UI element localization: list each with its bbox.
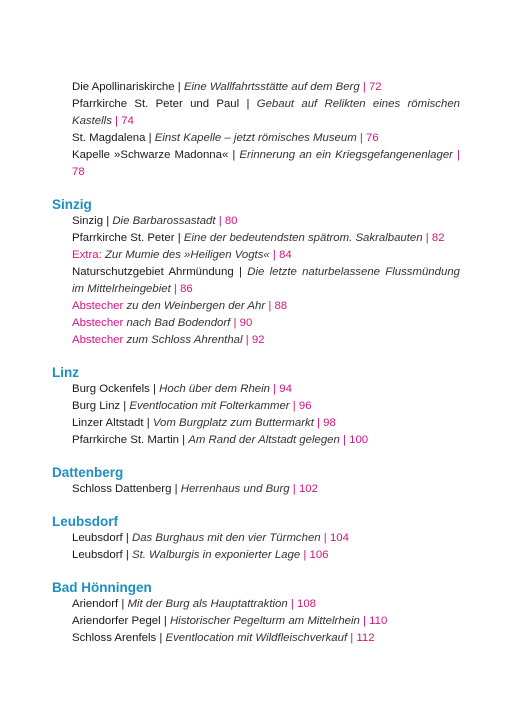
entry-title: Pfarrkirche St. Martin [72,434,179,446]
page-number: 80 [224,215,238,227]
entry-subtitle: Erinnerung an ein Kriegsgefangenenlager [239,149,453,161]
toc-entry[interactable] [52,596,460,613]
separator: | [111,115,122,127]
section-heading: Leubsdorf [52,514,118,529]
entry-title: Burg Ockenfels [72,383,150,395]
entry-subtitle: Am Rand der Altstadt gelegen [188,434,340,446]
entry-subtitle: Die letzte naturbelassene Flussmündung im Mittelrheingebiet [72,266,460,295]
separator: | [339,434,350,446]
separator: | [156,632,166,644]
page-number: 72 [368,81,382,93]
page-number: 106 [309,549,329,561]
page-number: 112 [356,632,375,644]
entry-title: Ariendorfer Pegel [72,615,161,627]
entry-subtitle: St. Walburgis in exponierter Lage [131,549,301,561]
separator: | [178,434,189,446]
page-number: 110 [369,615,388,627]
section-heading: Dattenberg [52,465,124,480]
separator: | [265,300,275,312]
table-of-contents [52,79,460,647]
toc-section [52,196,460,349]
entry-title: Naturschutzgebiet Ahrmündung [72,266,234,278]
toc-entry[interactable] [52,432,460,449]
entry-subtitle: Das Burghaus mit den vier Türmchen [131,532,321,544]
separator: | [171,483,181,495]
separator: | [215,215,225,227]
toc-section [52,579,460,647]
page-number: 88 [274,300,288,312]
toc-entry[interactable] [52,96,460,130]
toc-entry[interactable] [52,264,460,298]
page-number: 104 [329,532,349,544]
page-number: 92 [251,334,265,346]
toc-entry[interactable] [52,332,460,349]
entry-subtitle: Historischer Pegelturm am Mittelrhein [169,615,360,627]
separator: | [122,549,132,561]
separator: | [149,383,160,395]
entry-subtitle: Gebaut auf Relikten eines römischen Kastells [72,98,460,127]
separator: | [230,317,240,329]
separator: | [120,400,130,412]
separator: | [239,98,257,110]
toc-entry[interactable] [52,398,460,415]
page-number: 84 [279,249,292,261]
entry-tag: Abstecher [72,300,124,312]
separator: | [313,417,324,429]
page-number: 76 [366,132,379,144]
separator: | [269,249,280,261]
entry-subtitle: Einst Kapelle – jetzt römisches Museum [154,132,357,144]
toc-entry[interactable] [52,147,460,181]
entry-title: Linzer Altstadt [72,417,144,429]
entry-subtitle: Hoch über dem Rhein [159,383,270,395]
entry-subtitle: Herrenhaus und Burg [180,483,290,495]
page-number: 94 [279,383,292,395]
separator: | [242,334,252,346]
toc-entry[interactable] [52,230,460,247]
entry-title: Leubsdorf [72,549,123,561]
entry-tag: Abstecher [72,334,124,346]
separator: | [289,400,299,412]
separator: | [356,132,367,144]
toc-entry[interactable] [52,79,460,96]
entry-tag: Extra: [72,249,102,261]
separator: | [347,632,357,644]
entry-title: Leubsdorf [72,532,123,544]
entry-title: Schloss Arenfels [72,632,157,644]
toc-entry[interactable] [52,315,460,332]
page-number: 100 [349,434,369,446]
entry-title: St. Magdalena [72,132,146,144]
toc-entry[interactable] [52,130,460,147]
toc-section [52,464,460,498]
separator: | [320,532,330,544]
separator: | [289,483,299,495]
entry-title: Die Apollinariskirche [72,81,175,93]
separator: | [122,532,132,544]
entry-title: Pfarrkirche St. Peter [72,232,175,244]
entry-title: Schloss Dattenberg [72,483,172,495]
separator: | [422,232,432,244]
entry-title: Ariendorf [72,598,119,610]
toc-section [52,364,460,449]
separator: | [269,383,280,395]
separator: | [145,132,155,144]
separator: | [359,81,369,93]
toc-entry[interactable] [52,213,460,230]
entry-subtitle: Mit der Burg als Hauptattraktion [127,598,288,610]
separator: | [452,149,461,161]
entry-subtitle: Eventlocation mit Folterkammer [129,400,290,412]
entry-title: Kapelle »Schwarze Madonna« [72,149,229,161]
toc-entry[interactable] [52,630,460,647]
toc-entry[interactable] [52,381,460,398]
separator: | [160,615,170,627]
separator: | [103,215,113,227]
entry-subtitle: Vom Burgplatz zum Buttermarkt [152,417,314,429]
entry-title: Pfarrkirche St. Peter und Paul [72,98,240,110]
separator: | [359,615,370,627]
entry-subtitle: Eine der bedeutendsten spätrom. Sakralbauten [183,232,423,244]
page-number: 86 [180,283,193,295]
toc-section [52,79,460,181]
entry-subtitle: nach Bad Bodendorf [126,317,231,329]
toc-entry[interactable] [52,415,460,432]
page-number: 108 [297,598,317,610]
entry-subtitle: Zur Mumie des »Heiligen Vogts« [104,249,270,261]
toc-entry[interactable] [52,481,460,498]
page-number: 90 [239,317,253,329]
entry-subtitle: zum Schloss Ahrenthal [126,334,243,346]
toc-entry[interactable] [52,613,460,630]
toc-section [52,513,460,564]
toc-entry[interactable] [52,547,460,564]
section-heading: Sinzig [52,197,92,212]
separator: | [118,598,128,610]
separator: | [174,232,184,244]
section-heading: Linz [52,365,79,380]
separator: | [174,81,184,93]
separator: | [300,549,310,561]
entry-subtitle: Die Barbarossastadt [112,215,216,227]
page-number: 74 [121,115,134,127]
separator: | [228,149,240,161]
entry-tag: Abstecher [72,317,124,329]
separator: | [233,266,248,278]
entry-title: Burg Linz [72,400,121,412]
page-number: 96 [298,400,312,412]
separator: | [287,598,298,610]
separator: | [143,417,153,429]
section-heading: Bad Hönningen [52,580,152,595]
entry-subtitle: Eventlocation mit Wildfleischverkauf [165,632,348,644]
toc-entry[interactable] [52,247,460,264]
toc-entry[interactable] [52,530,460,547]
page-number: 102 [298,483,318,495]
page-number: 78 [72,166,85,178]
separator: | [170,283,181,295]
page-number: 82 [431,232,445,244]
entry-subtitle: Eine Wallfahrtsstätte auf dem Berg [183,81,360,93]
entry-title: Sinzig [72,215,104,227]
toc-entry[interactable] [52,298,460,315]
entry-subtitle: zu den Weinbergen der Ahr [126,300,266,312]
page-number: 98 [323,417,336,429]
